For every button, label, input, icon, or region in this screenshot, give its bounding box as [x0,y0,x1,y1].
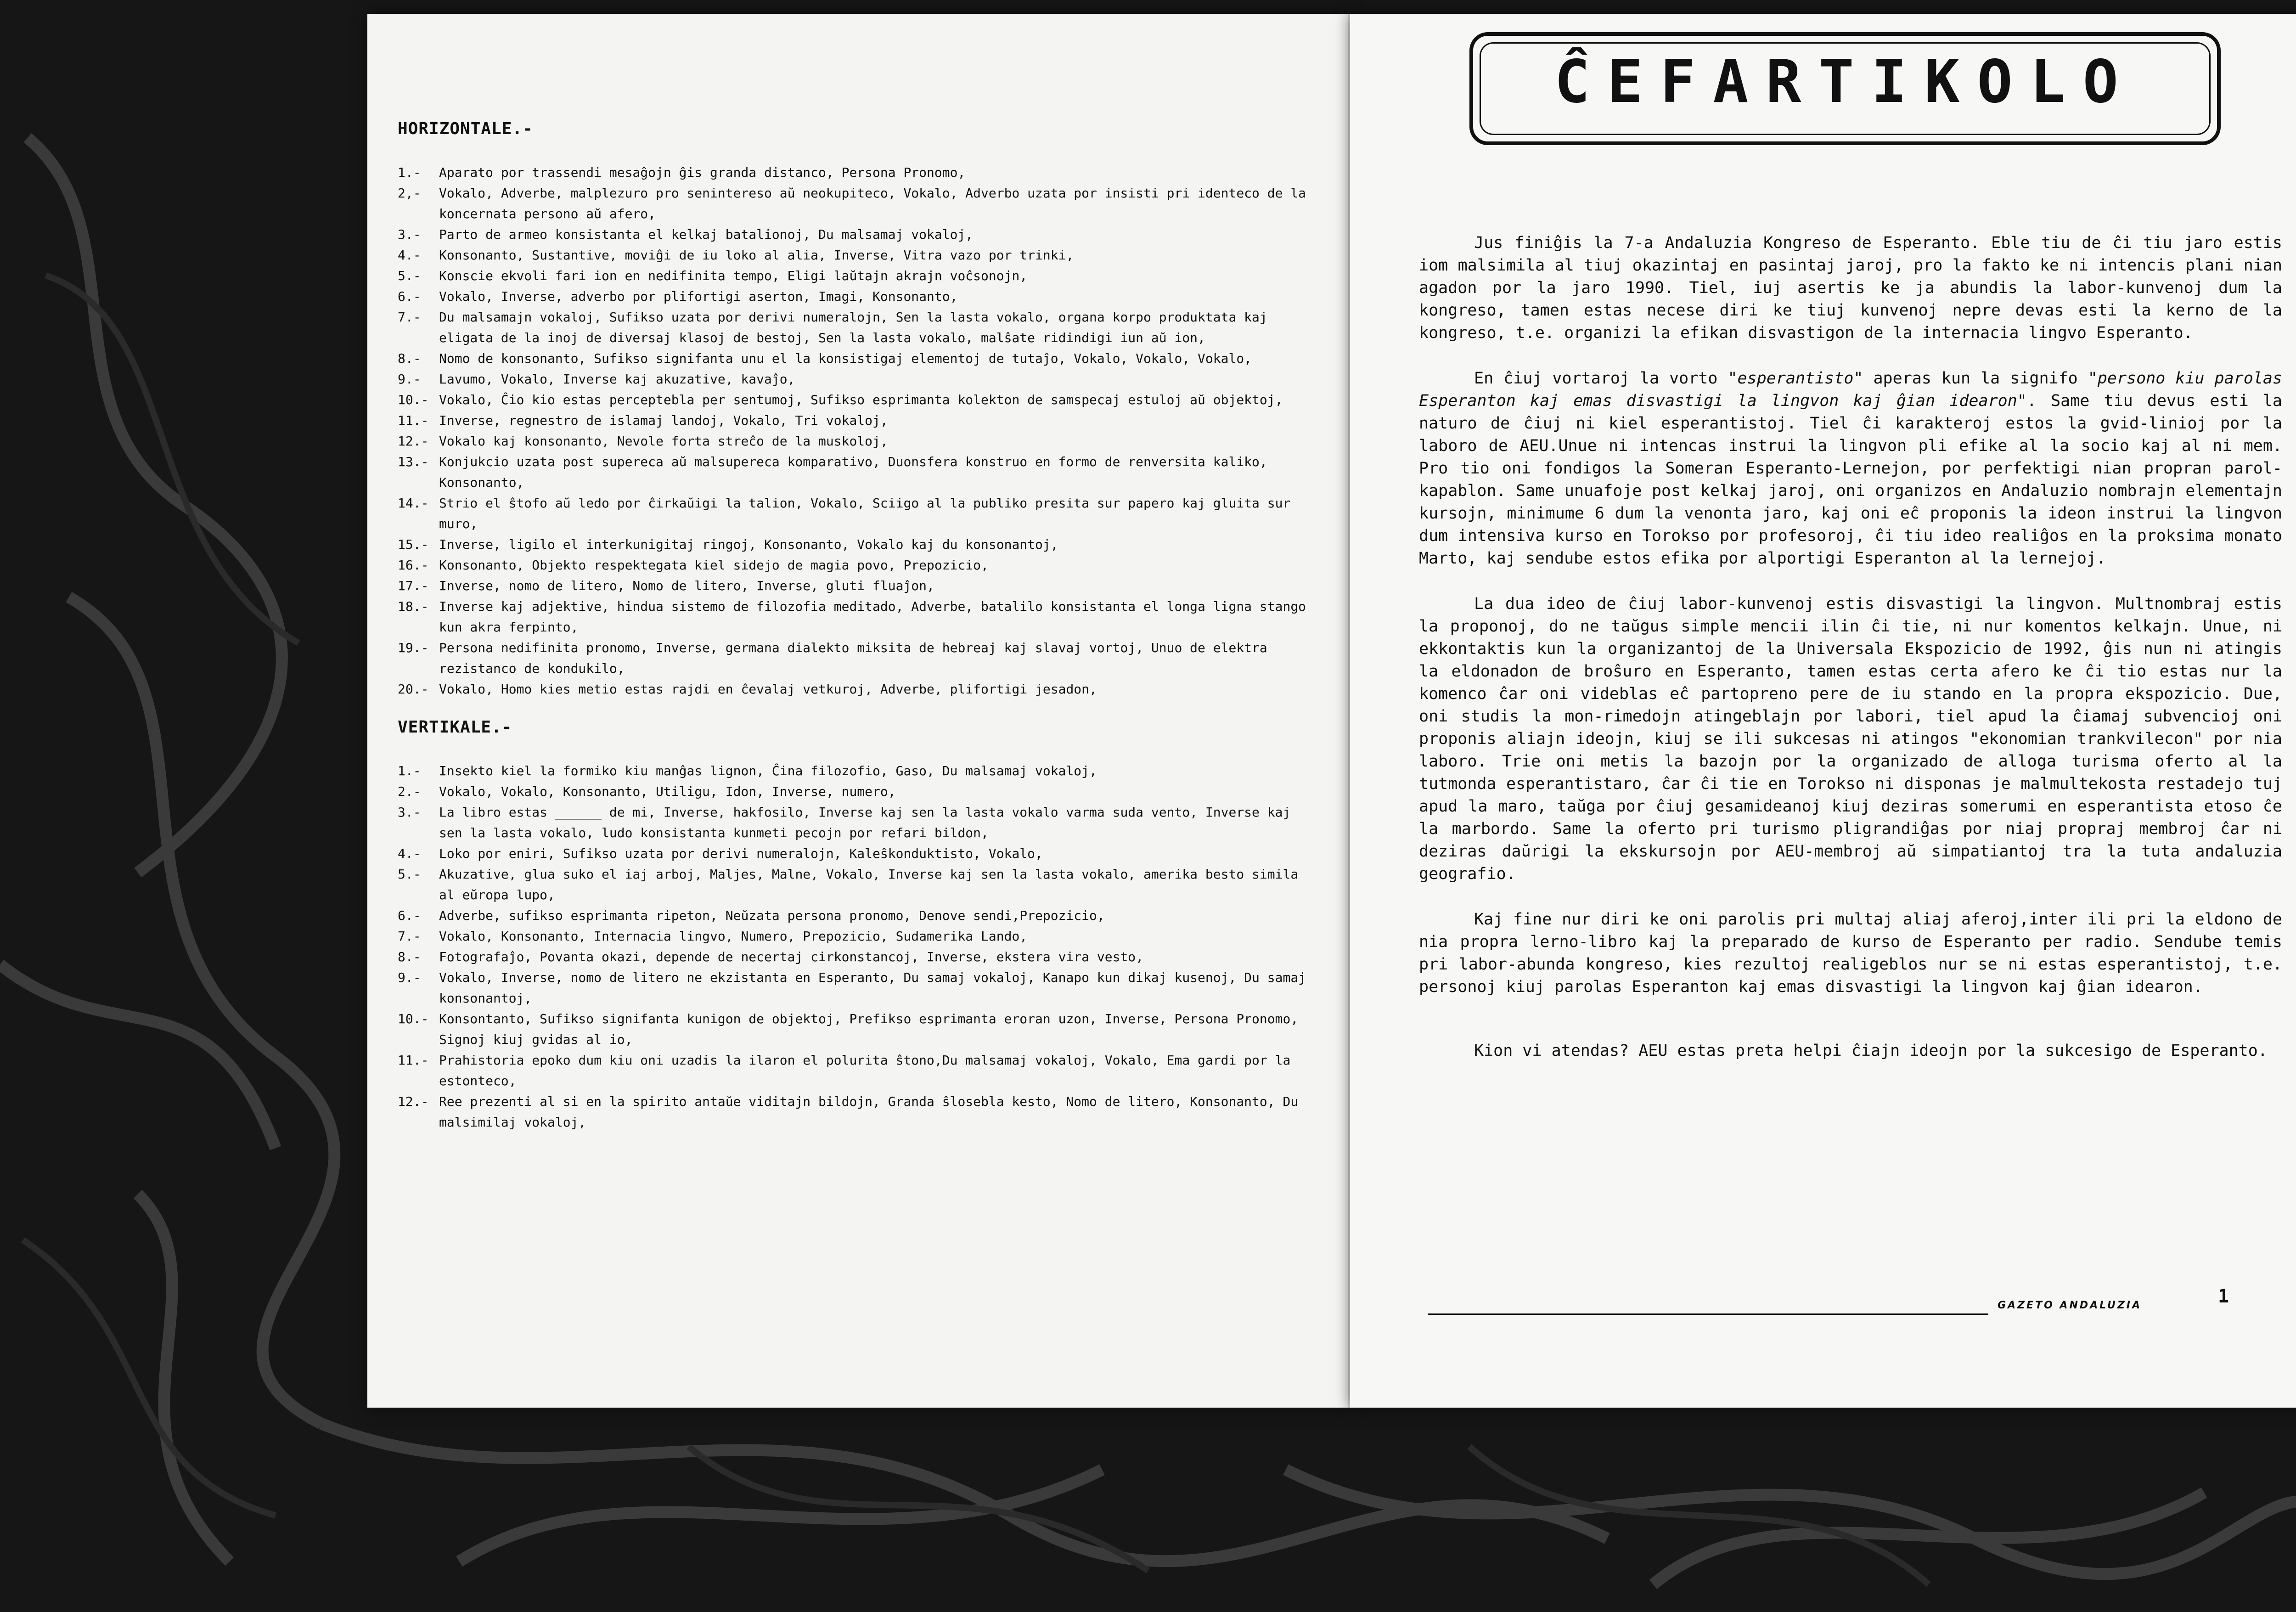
clue-text: Loko por eniri, Sufikso uzata por derivi numeralojn, Kaleŝkonduktisto, Vokalo, [439,846,1043,861]
clue-number: 11.- [398,413,429,428]
clue-number: 16.- [398,558,429,573]
article-paragraph: Kion vi atendas? AEU estas preta helpi ĉiajn ideojn por la sukcesigo de Esperanto. [1474,1042,2268,1060]
clue-number: 10.- [398,1011,429,1026]
clue-text: Vokalo, Inverse, nomo de litero ne ekzistanta en Esperanto, Du samaj vokaloj, Kanapo kun dikaj kusenoj, Du samaj konsonantoj, [439,970,1314,1006]
clue-text: Vokalo, Vokalo, Konsonanto, Utiligu, Idon, Inverse, numero, [439,784,896,799]
article-body [1419,232,2292,1085]
clue-text: Inverse, regnestro de islamaj landoj, Vokalo, Tri vokaloj, [439,413,888,428]
clue-item [398,802,1316,843]
clue-text: Vokalo, Konsonanto, Internacia lingvo, Numero, Prepozicio, Sudamerika Lando, [439,929,1028,944]
clue-text: Vokalo, Homo kies metio estas rajdi en ĉevalaj vetkuroj, Adverbe, plifortigi jesadon, [439,682,1097,697]
clue-text: Strio el ŝtofo aŭ ledo por ĉirkaŭigi la talion, Vokalo, Sciigo al la publiko presita sur papero kaj gluita sur muro, [439,496,1299,531]
vertical-clue-list [398,761,1316,1133]
clue-item [398,534,1316,555]
clue-item [398,967,1316,1009]
clue-item [398,843,1316,864]
clue-item [398,596,1316,637]
clue-text: Fotografaĵo, Povanta okazi, depende de necertaj cirkonstancoj, Inverse, ekstera vira vesto, [439,949,1144,964]
clue-item [398,224,1316,245]
clue-item [398,410,1316,431]
clue-number: 8.- [398,949,421,964]
clue-number: 13.- [398,454,429,469]
clue-number: 3.- [398,805,421,820]
clue-item [398,637,1316,679]
clue-item [398,679,1316,699]
clue-number: 7.- [398,929,421,944]
clue-item [398,183,1316,224]
clue-item [398,389,1316,410]
clue-text: Vokalo kaj konsonanto, Nevole forta streĉo de la muskoloj, [439,434,888,449]
clue-text: Insekto kiel la formiko kiu manĝas lignon, Ĉina filozofio, Gaso, Du malsamaj vokaloj, [439,763,1097,778]
clue-number: 19.- [398,640,429,655]
clue-text: Konsontanto, Sufikso signifanta kunigon de objektoj, Prefikso esprimanta eroran uzon, Inverse, Persona Pronomo, Signoj kiuj gvidas al io, [439,1011,1306,1047]
clue-number: 14.- [398,496,429,511]
clue-item [398,761,1316,781]
clue-number: 4.- [398,846,421,861]
clue-text: Vokalo, Ĉio kio estas perceptebla per sentumoj, Sufikso esprimanta kolekton de samspecaj estuloj aŭ objektoj, [439,392,1283,407]
clue-text: Prahistoria epoko dum kiu oni uzadis la ilaron el polurita ŝtono,Du malsamaj vokaloj, Vokalo, Ema gardi por la estonteco, [439,1053,1299,1088]
clue-text: Parto de armeo konsistanta el kelkaj batalionoj, Du malsamaj vokaloj, [439,227,974,242]
clue-item [398,781,1316,802]
clue-number: 3.- [398,227,421,242]
clue-item [398,162,1316,183]
clue-number: 15.- [398,537,429,552]
footer-rule [1428,1313,1988,1315]
clue-number: 11.- [398,1053,429,1068]
clue-item [398,286,1316,307]
clue-number: 2,- [398,186,421,201]
clue-number: 17.- [398,578,429,593]
clue-item [398,451,1316,493]
clue-number: 1.- [398,165,421,180]
clue-item [398,926,1316,947]
article-title: ĈEFARTIKOLO [1554,48,2136,116]
clue-item [398,555,1316,575]
clue-number: 4.- [398,248,421,263]
clue-item [398,245,1316,265]
crossword-clues [398,119,1316,1133]
clue-number: 2.- [398,784,421,799]
clue-text: Ree prezenti al si en la spirito antaŭe viditajn bildojn, Granda ŝlosebla kesto, Nomo de litero, Konsonanto, Du malsimilaj vokaloj, [439,1094,1306,1130]
clue-item [398,947,1316,967]
clue-text: Konsonanto, Sustantive, moviĝi de iu loko al alia, Inverse, Vitra vazo por trinki, [439,248,1074,263]
clue-number: 12.- [398,1094,429,1109]
clue-text: Aparato por trassendi mesaĝojn ĝis granda distanco, Persona Pronomo, [439,165,966,180]
clue-number: 1.- [398,763,421,778]
clue-number: 6.- [398,289,421,304]
clue-number: 20.- [398,682,429,697]
clue-item [398,369,1316,389]
clue-item [398,1050,1316,1091]
article-paragraph: En ĉiuj vortaroj la vorto "esperantisto" aperas kun la signifo "persono kiu parolas Esperanton kaj emas disvastigi la lingvon kaj ĝian idearon". Same tiu devus esti la naturo de ĉiuj ni kiel esperantistoj. Tiel ĉi karakteroj estos la gvid-linioj por la laboro de AEU.Unue ni intencas instrui la lingvon pli efike al la socio kaj al ni mem. Pro tio oni fondigos la Someran Esperanto-Lernejon, por perfektigi nian propran parol-kapablon. Same unuafoje post kelkaj jaroj, oni organizos en Andaluzio nombrajn elementajn kursojn, minimume 6 dum la venonta jaro, kaj oni eĉ proponis la ideon instrui la lingvon dum intensiva kurso en Torokso por profesoroj, ĉi tiu ideo realiĝos en la proksima monato Marto, kaj sendube estos efika por alportigi Esperanton al la lernejoj. [1419,369,2292,568]
horizontal-clue-list [398,162,1316,699]
clue-item [398,348,1316,369]
clue-text: Vokalo, Adverbe, malplezuro pro senintereso aŭ neokupiteco, Vokalo, Adverbo uzata por insisti pri identeco de la koncernata persono aŭ afero, [439,186,1314,221]
article-paragraph: Jus finiĝis la 7-a Andaluzia Kongreso de Esperanto. Eble tiu de ĉi tiu jaro estis iom malsimila al tiuj okazintaj en pasintaj jaroj, pro la fakto ke ni intencis plani nian agadon por la jaro 1990. Tiel, iuj asertis ke ja abundis la labor-kunvenoj dum la kongreso, tamen estas necese diri ke tiuj kunvenoj nepre devas esti la kerno de la kongreso, t.e. organizi la efikan disvastigon de la internacia lingvo Esperanto. [1419,234,2292,342]
clue-text: Persona nedifinita pronomo, Inverse, germana dialekto miksita de hebreaj kaj slavaj vortoj, Unuo de elektra rezistanco de kondukilo, [439,640,1275,676]
right-page [1350,14,2296,1408]
clue-item [398,575,1316,596]
page-number: 1 [2218,1286,2229,1307]
clue-number: 7.- [398,310,421,325]
horizontal-heading: HORIZONTALE.- [398,119,533,138]
clue-number: 6.- [398,908,421,923]
clue-text: Lavumo, Vokalo, Inverse kaj akuzative, kavaĵo, [439,372,795,387]
clue-text: Inverse kaj adjektive, hindua sistemo de filozofia meditado, Adverbe, batalilo konsistanta el longa ligna stango kun akra ferpinto, [439,599,1314,635]
clue-item [398,307,1316,348]
clue-text: La libro estas ______ de mi, Inverse, hakfosilo, Inverse kaj sen la lasta vokalo varma suda vento, Inverse kaj sen la lasta vokalo, ludo konsistanta kunmeti pecojn por refari bildon, [439,805,1299,840]
clue-text: Inverse, nomo de litero, Nomo de litero, Inverse, gluti fluaĵon, [439,578,934,593]
clue-number: 5.- [398,867,421,882]
clue-text: Adverbe, sufikso esprimanta ripeton, Neŭzata persona pronomo, Denove sendi,Prepozicio, [439,908,1105,923]
clue-number: 12.- [398,434,429,449]
clue-text: Konscie ekvoli fari ion en nedifinita tempo, Eligi laŭtajn akrajn voĉsonojn, [439,268,1028,283]
clue-text: Du malsamajn vokaloj, Sufikso uzata por derivi numeralojn, Sen la lasta vokalo, organa korpo produktata kaj eligata de la inoj de diversaj klasoj de bestoj, Sen la lasta vokalo, malŝate ridindigi iun aŭ ion, [439,310,1275,345]
clue-item [398,1091,1316,1133]
quoted-definition: "persono kiu parolas Esperanton kaj emas disvastigi la lingvon kaj ĝian idearon" [1419,369,2292,410]
clue-text: Konjukcio uzata post supereca aŭ malsupereca komparativo, Duonsfera konstruo en formo de renversita kaliko, Konsonanto, [439,454,1275,490]
clue-item [398,493,1316,534]
clue-text: Vokalo, Inverse, adverbo por plifortigi aserton, Imagi, Konsonanto, [439,289,958,304]
clue-number: 8.- [398,351,421,366]
clue-item [398,1009,1316,1050]
clue-item [398,265,1316,286]
clue-text: Nomo de konsonanto, Sufikso signifanta unu el la konsistigaj elementoj de tutaĵo, Vokalo, Vokalo, Vokalo, [439,351,1252,366]
clue-number: 9.- [398,970,421,985]
clue-text: Akuzative, glua suko el iaj arboj, Maljes, Malne, Vokalo, Inverse kaj sen la lasta vokalo, amerika besto simila al eŭropa lupo, [439,867,1306,902]
vertical-heading: VERTIKALE.- [398,718,512,737]
footer-publication-title: GAZETO ANDALUZIA [1998,1300,2142,1311]
clue-text: Inverse, ligilo el interkunigitaj ringoj, Konsonanto, Vokalo kaj du konsonantoj, [439,537,1058,552]
clue-number: 9.- [398,372,421,387]
clue-number: 5.- [398,268,421,283]
clue-text: Konsonanto, Objekto respektegata kiel sidejo de magia povo, Prepozicio, [439,558,989,573]
left-page [367,14,1350,1408]
clue-item [398,431,1316,451]
article-paragraph: La dua ideo de ĉiuj labor-kunvenoj estis disvastigi la lingvon. Multnombraj estis la proponoj, do ne taŭgus simple mencii ilin ĉi tie, ni nur komentos kelkajn. Unue, ni ekkontaktis kun la organizantoj de la Universala Ekspozicio de 1992, ĝis nun ni atingis la eldonadon de broŝuro en Esperanto, tamen estas certa afero ke ĉi tio estas nur la komenco ĉar oni videblas eĉ partopreno pere de iu stando en la propra ekspozicio. Due, oni studis la mon-rimedojn atingeblajn por labori, tiel apud la ĉiamaj subvencioj oni proponis aliajn ideojn, kiuj se ili sukcesas ni atingos "ekonomian trankvilecon" por nia laboro. Trie oni metis la bazojn por la organizado de alloga turisma oferto al la tutmonda esperantistaro, ĉar ĉi tie en Torokso ni disponas je malmultekosta restadejo tuj apud la maro, taŭga por ĉiuj gesamideanoj kiuj deziras somerumi en esperantista etoso ĉe la marbordo. Same la oferto pri turismo pligrandiĝas por niaj propraj membroj ĉar ni deziras daŭrigi la ekskursojn por AEU-membroj aŭ simpatiantoj tra la tuta andaluzia geografio. [1419,595,2292,883]
clue-item [398,905,1316,926]
title-banner [1469,32,2221,145]
clue-item [398,864,1316,905]
article-paragraph: Kaj fine nur diri ke oni parolis pri multaj aliaj aferoj,inter ili pri la eldono de nia propra lerno-libro kaj la preparado de kurso de Esperanto per radio. Sendube temis pri labor-abunda kongreso, kies rezultoj realigeblos nur se ni estas esperantistoj, t.e. personoj kiuj parolas Esperanton kaj emas disvastigi la lingvon kaj ĝian idearon. [1419,910,2292,996]
quoted-term: "esperantisto" [1728,369,1863,388]
clue-number: 18.- [398,599,429,614]
clue-number: 10.- [398,392,429,407]
